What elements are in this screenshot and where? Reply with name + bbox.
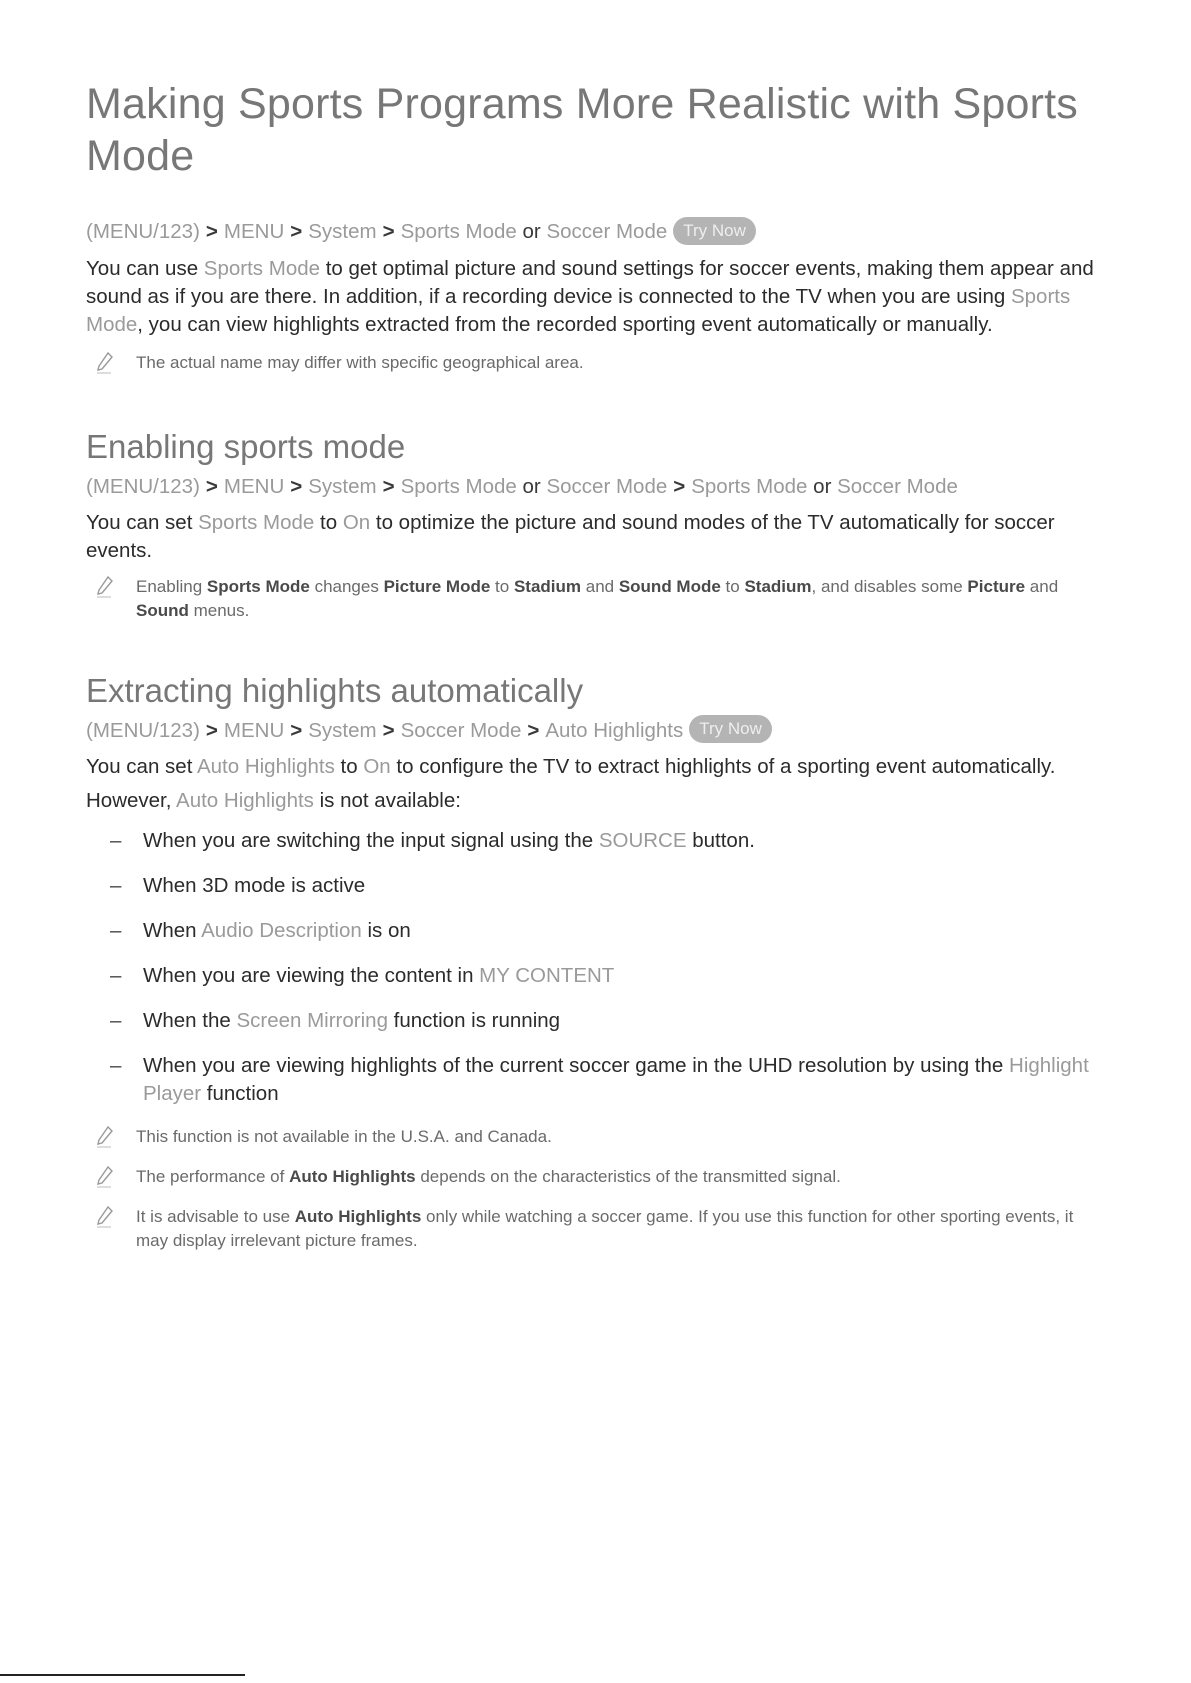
unavailable-list: [86, 827, 1106, 1108]
body-text: to get optimal picture and sound settings for soccer events, making them appear and sound as if you are there. In addition, if a recording device is connected to the TV when you are using: [86, 256, 1094, 308]
note-text: and: [581, 576, 619, 596]
body-text: You can set: [86, 510, 199, 534]
path-or: or: [522, 474, 541, 498]
body-text: When 3D mode is active: [143, 874, 366, 898]
chevron-right-icon: >: [205, 220, 218, 243]
path-segment: System: [308, 718, 377, 742]
body-text: You can set: [86, 755, 197, 779]
page-title: Making Sports Programs More Realistic with Sports Mode: [86, 80, 1078, 180]
section-paragraph: [86, 753, 1106, 781]
list-item: [86, 1007, 1106, 1035]
body-text: When you are viewing the content in: [143, 964, 480, 988]
body-text: function is running: [387, 1009, 561, 1033]
menu-term: Sports Mode: [198, 510, 315, 534]
path-segment: Sports Mode: [400, 474, 517, 498]
dash-bullet: –: [110, 1054, 122, 1078]
path-segment: Sports Mode: [400, 220, 517, 243]
path-segment: Auto Highlights: [545, 718, 684, 742]
path-segment: Soccer Mode: [837, 474, 958, 498]
pencil-icon: [96, 576, 114, 598]
menu-term: Auto Highlights: [294, 1207, 422, 1227]
chevron-right-icon: >: [290, 718, 303, 742]
path-or: or: [813, 474, 832, 498]
note: [86, 575, 1106, 623]
section-heading: Extracting highlights automatically: [86, 671, 584, 709]
chevron-right-icon: >: [290, 220, 303, 243]
path-segment: (MENU/123): [86, 220, 200, 243]
chevron-right-icon: >: [382, 718, 395, 742]
path-segment: Sports Mode: [691, 474, 808, 498]
note-text: and: [1025, 576, 1059, 596]
menu-term: Sound Mode: [618, 576, 721, 596]
note-text: The performance of: [136, 1167, 290, 1187]
dash-bullet: –: [110, 964, 122, 988]
manual-page: [86, 78, 1106, 1253]
dash-bullet: –: [110, 919, 122, 943]
menu-term: MY CONTENT: [479, 964, 615, 988]
footer-rule: [0, 1674, 245, 1676]
path-segment: System: [308, 220, 377, 243]
menu-term: Audio Description: [201, 919, 362, 943]
body-text: You can use: [86, 256, 204, 280]
body-text: to configure the TV to extract highlights of a sporting event automatically.: [390, 755, 1056, 779]
note-text: It is advisable to use: [136, 1207, 295, 1227]
note-text: menus.: [188, 600, 250, 620]
path-segment: MENU: [223, 474, 285, 498]
list-item: [86, 827, 1106, 855]
list-item: [86, 1052, 1106, 1108]
path-segment: (MENU/123): [86, 718, 200, 742]
note-text: This function is not available in the U.S.A. and Canada.: [136, 1127, 552, 1147]
pencil-icon: [96, 1206, 114, 1228]
body-text: is not available:: [313, 789, 461, 813]
dash-bullet: –: [110, 1009, 122, 1033]
menu-term: Stadium: [744, 576, 812, 596]
section-heading: Enabling sports mode: [86, 427, 406, 465]
pencil-icon: [96, 1126, 114, 1148]
path-segment: Soccer Mode: [400, 718, 522, 742]
chevron-right-icon: >: [205, 718, 218, 742]
chevron-right-icon: >: [527, 718, 540, 742]
note: [86, 1205, 1106, 1253]
note-text: The actual name may differ with specific geographical area.: [136, 352, 584, 372]
menu-term: Sports Mode: [206, 576, 310, 596]
note-text: to: [720, 576, 745, 596]
body-text: When: [143, 919, 202, 943]
note-text: depends on the characteristics of the transmitted signal.: [415, 1167, 841, 1187]
dash-bullet: –: [110, 874, 122, 898]
chevron-right-icon: >: [290, 474, 303, 498]
menu-term: Sports Mode: [86, 284, 1071, 336]
path-segment: MENU: [223, 718, 285, 742]
note-text: only while watching a soccer game. If you use this function for other sporting events, it may display irrelevant picture frames.: [136, 1207, 1074, 1251]
menu-term: Auto Highlights: [176, 789, 314, 813]
body-text: is on: [361, 919, 411, 943]
body-text: function: [201, 1082, 279, 1106]
menu-term: On: [342, 510, 371, 534]
intro-paragraph: [86, 255, 1106, 339]
menu-term: Screen Mirroring: [236, 1009, 388, 1033]
note-text: Enabling: [136, 576, 207, 596]
menu-term: Picture: [967, 576, 1026, 596]
section-paragraph: [86, 509, 1106, 565]
list-item: [86, 962, 1106, 990]
body-text: , you can view highlights extracted from the recorded sporting event automatically or manually.: [137, 312, 993, 336]
pencil-icon: [96, 352, 114, 374]
path-segment: (MENU/123): [86, 474, 200, 498]
section-paragraph: [86, 787, 1106, 815]
pencil-icon: [96, 1166, 114, 1188]
menu-term: Sports Mode: [203, 256, 321, 280]
note-text: changes: [309, 576, 384, 596]
path-segment: MENU: [223, 220, 285, 243]
note: [86, 351, 1106, 375]
body-text: When the: [143, 1009, 237, 1033]
body-text: to: [314, 510, 343, 534]
menu-term: Stadium: [513, 576, 582, 596]
chevron-right-icon: >: [382, 474, 395, 498]
menu-term: Sound: [136, 600, 189, 620]
menu-term: On: [363, 755, 391, 779]
dash-bullet: –: [110, 829, 122, 853]
try-now-button[interactable]: Try Now: [673, 217, 756, 245]
menu-path: [86, 717, 1106, 746]
note-text: , and disables some: [811, 576, 968, 596]
chevron-right-icon: >: [673, 474, 686, 498]
try-now-button[interactable]: Try Now: [689, 715, 772, 743]
menu-term: Auto Highlights: [289, 1167, 416, 1187]
note: [86, 1165, 1106, 1189]
body-text: button.: [686, 829, 755, 853]
note-text: to: [490, 576, 514, 596]
note: [86, 1125, 1106, 1149]
chevron-right-icon: >: [205, 474, 218, 498]
path-segment: System: [308, 474, 377, 498]
path-or: or: [522, 220, 541, 243]
menu-term: Picture Mode: [383, 576, 491, 596]
menu-term: Auto Highlights: [196, 755, 335, 779]
body-text: When you are switching the input signal using the: [143, 829, 599, 853]
body-text: to optimize the picture and sound modes of the TV automatically for soccer events.: [86, 510, 1055, 562]
list-item: [86, 872, 1106, 900]
chevron-right-icon: >: [382, 220, 395, 243]
path-segment: Soccer Mode: [546, 220, 668, 243]
menu-term: SOURCE: [598, 829, 687, 853]
body-text: However,: [86, 789, 177, 813]
list-item: [86, 917, 1106, 945]
menu-path: [86, 473, 1106, 501]
path-segment: Soccer Mode: [546, 474, 668, 498]
body-text: When you are viewing highlights of the current soccer game in the UHD resolution by using the: [143, 1054, 1010, 1078]
body-text: to: [334, 755, 364, 779]
menu-path: [86, 218, 1106, 247]
menu-term: Highlight Player: [143, 1054, 1089, 1106]
